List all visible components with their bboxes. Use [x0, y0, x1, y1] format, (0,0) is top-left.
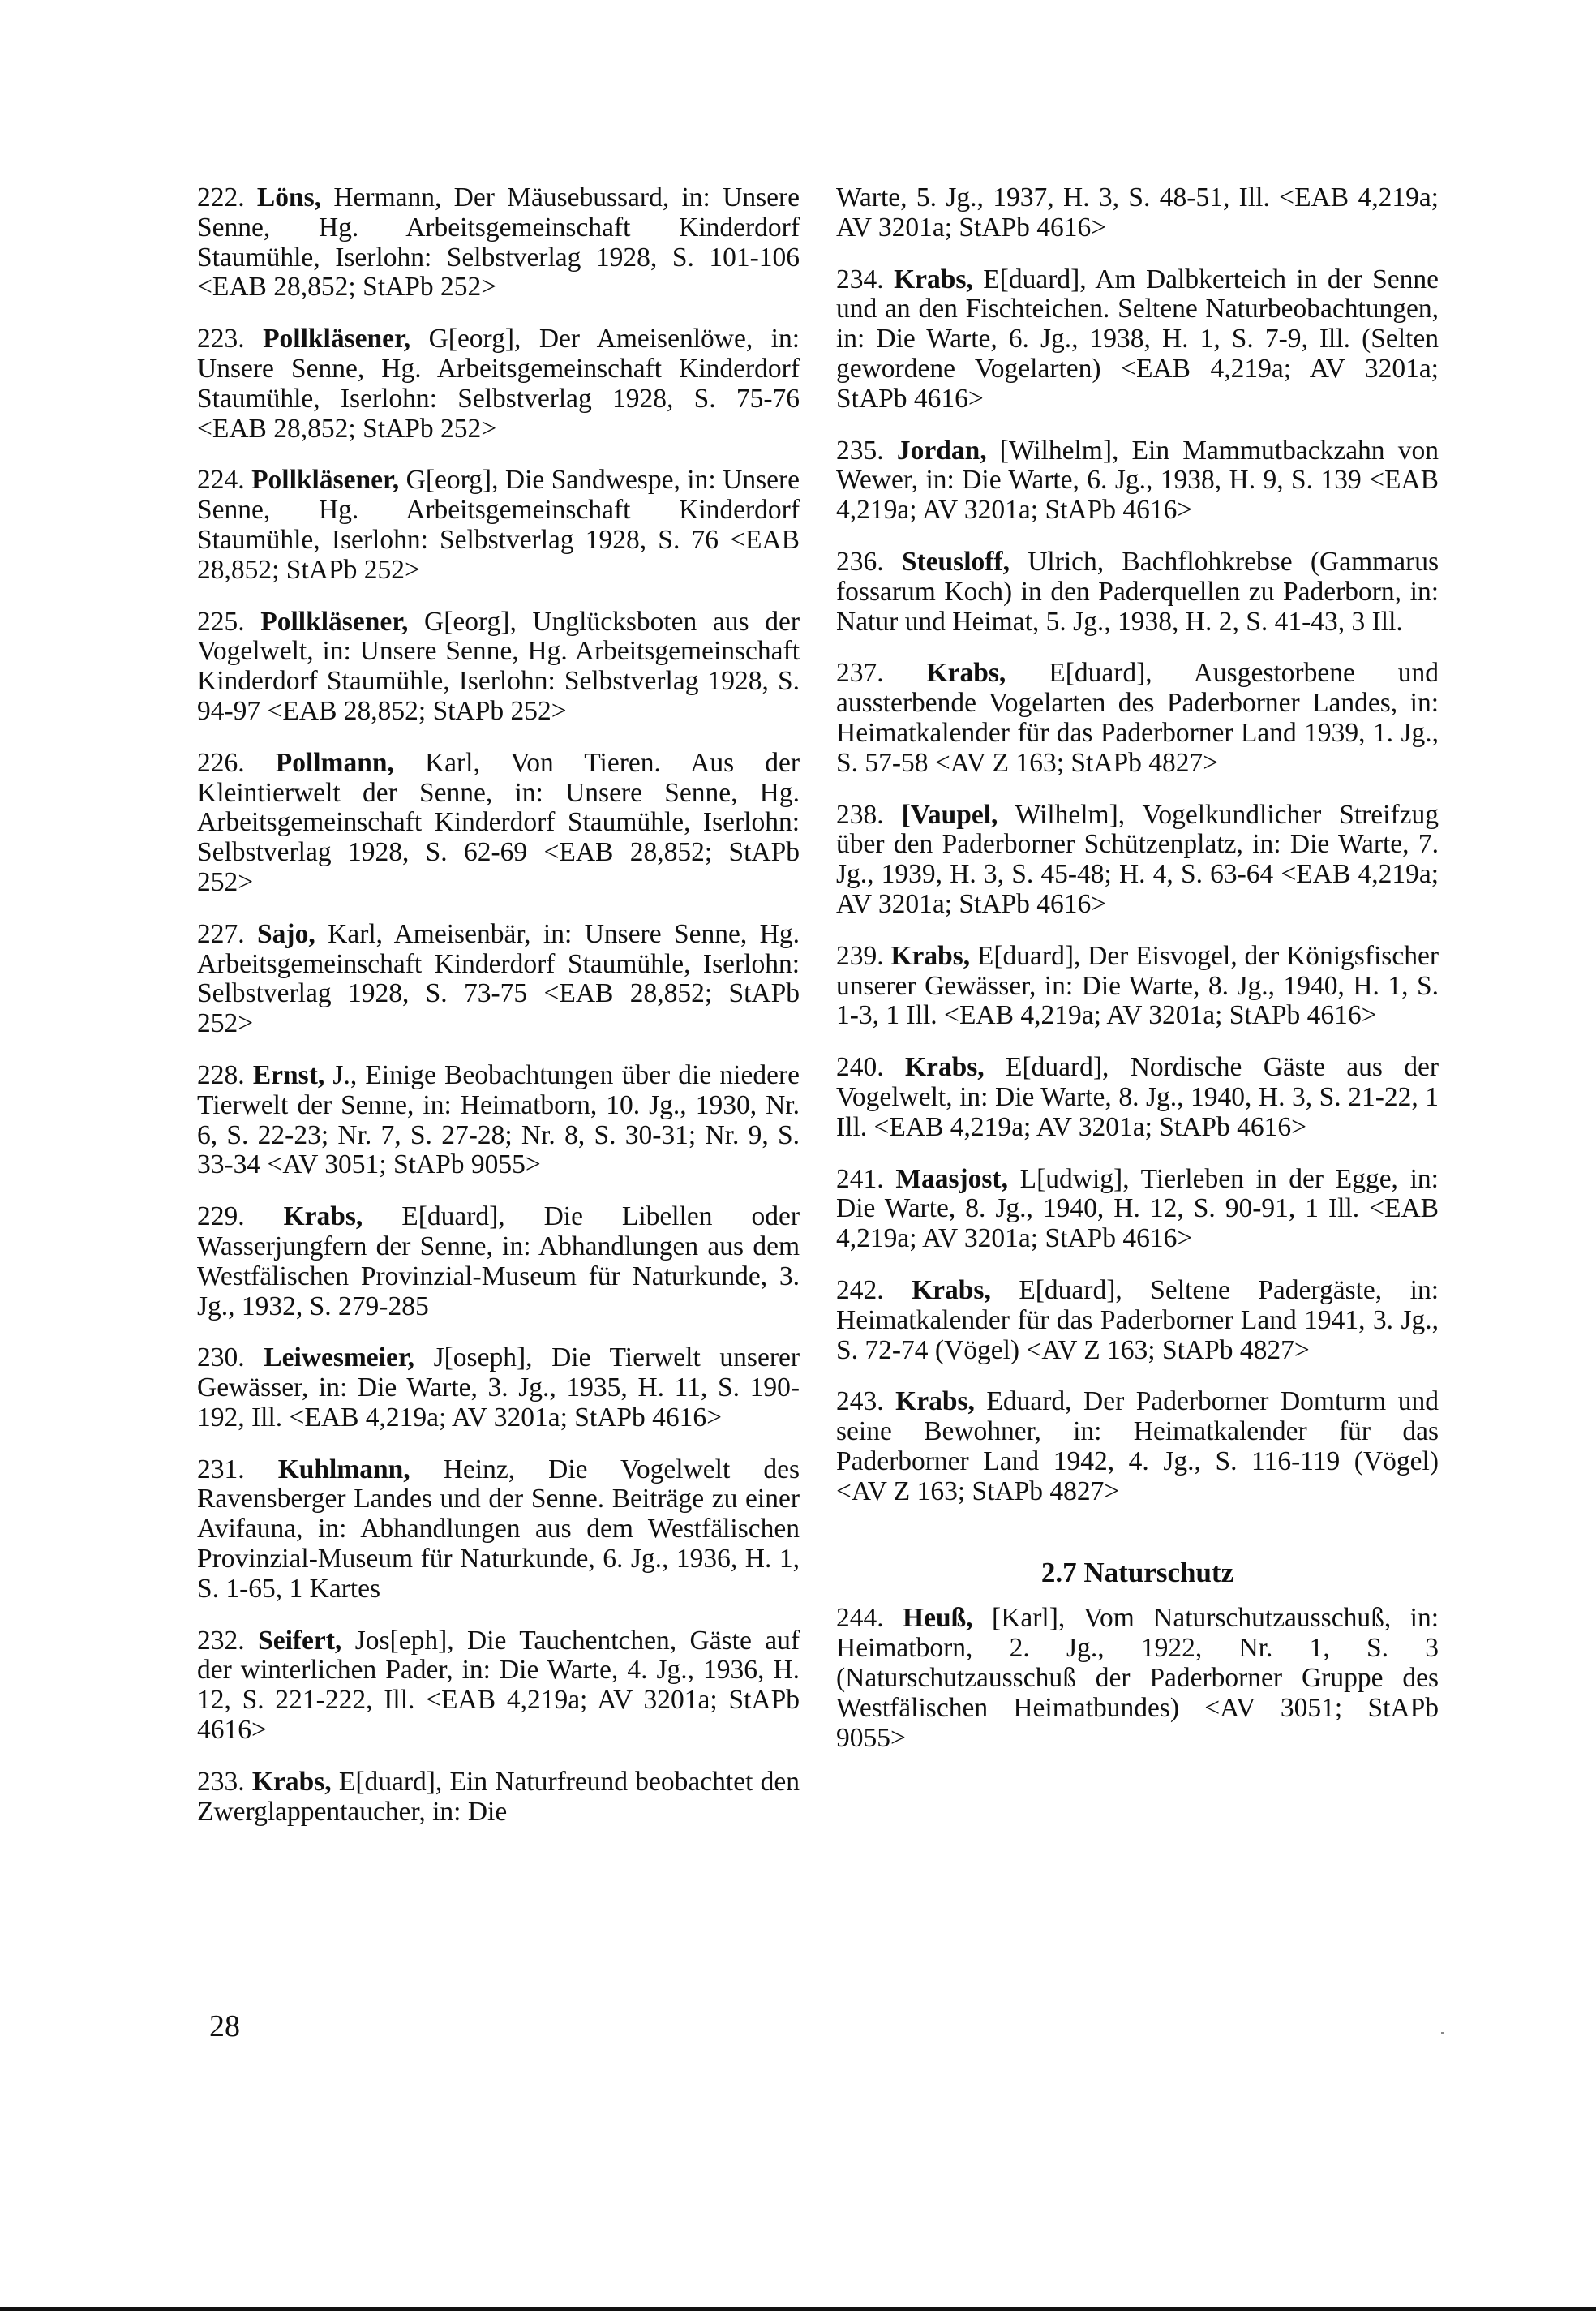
entry-author: Heuß,: [903, 1603, 973, 1634]
entry-number: 224.: [197, 465, 245, 496]
right-entries: [836, 265, 1439, 1507]
right-column: [836, 183, 1439, 1775]
bibliography-entry: [197, 324, 800, 444]
bibliography-entry: [836, 265, 1439, 415]
bibliography-entry-continuation: Warte, 5. Jg., 1937, H. 3, S. 48-51, Ill. <EAB 4,219a; AV 3201a; StAPb 4616>: [836, 183, 1439, 243]
entry-number: 241.: [836, 1163, 884, 1194]
entry-number: 236.: [836, 546, 884, 577]
entry-author: Krabs,: [251, 1766, 332, 1797]
entry-author: Maasjost,: [895, 1163, 1008, 1194]
entry-text: G[eorg], Unglücksboten aus der Vogelwelt, in: Unsere Senne, Hg. Arbeitsgemeinschaft Kinderdorf Staumühle, Iserlohn: Selbstverlag 1928, S. 94-97 <EAB 28,852; StAPb 252>: [197, 606, 800, 726]
bibliography-entry: [836, 436, 1439, 526]
entry-author: Krabs,: [895, 1386, 975, 1417]
entry-author: Steusloff,: [901, 546, 1010, 577]
entry-text: Ulrich, Bachflohkrebse (Gammarus fossarum Koch) in den Paderquellen zu Paderborn, in: Natur und Heimat, 5. Jg., 1938, H. 2, S. 41-43, 3 Ill.: [836, 546, 1439, 637]
entry-author: Pollkläsener,: [263, 324, 411, 354]
entry-author: Pollmann,: [275, 747, 394, 778]
entry-text: E[duard], Seltene Padergäste, in: Heimatkalender für das Paderborner Land 1941, 3. Jg., S. 72-74 (Vögel) <AV Z 163; StAPb 4827>: [836, 1274, 1439, 1365]
entry-text: Eduard, Der Paderborner Domturm und seine Bewohner, in: Heimatkalender für das Paderborner Land 1942, 4. Jg., S. 116-119 (Vögel) <AV Z 163; StAPb 4827>: [836, 1386, 1439, 1506]
entry-number: 235.: [836, 435, 884, 466]
entry-number: 232.: [197, 1625, 245, 1656]
entry-author: Leiwesmeier,: [264, 1342, 414, 1373]
bibliography-entry: [836, 1604, 1439, 1753]
entry-author: Krabs,: [894, 264, 973, 294]
entry-text: [Karl], Vom Naturschutzausschuß, in: Heimatborn, 2. Jg., 1922, Nr. 1, S. 3 (Naturschutzausschuß der Paderborner Gruppe des Westfälischen Heimatbundes) <AV 3051; StAPb 9055>: [836, 1603, 1439, 1753]
bibliography-entry: [197, 1626, 800, 1746]
entry-number: 227.: [197, 918, 245, 949]
entry-number: 228.: [197, 1059, 245, 1090]
entry-text: Wilhelm], Vogelkundlicher Streifzug über den Paderborner Schützenplatz, in: Die Warte, 7. Jg., 1939, H. 3, S. 45-48; H. 4, S. 63-64 <EAB 4,219a; AV 3201a; StAPb 4616>: [836, 799, 1439, 919]
entry-number: 231.: [197, 1454, 245, 1484]
entry-author: Jordan,: [896, 435, 987, 466]
entry-text: [Wilhelm], Ein Mammutbackzahn von Wewer, in: Die Warte, 6. Jg., 1938, H. 9, S. 139 <EAB 4,219a; AV 3201a; StAPb 4616>: [836, 435, 1439, 526]
bibliography-entry: [836, 548, 1439, 637]
entry-text: E[duard], Ein Naturfreund beobachtet den Zwerglappentaucher, in: Die: [197, 1766, 800, 1827]
entry-text: J[oseph], Die Tierwelt unserer Gewässer, in: Die Warte, 3. Jg., 1935, H. 11, S. 190-192, Ill. <EAB 4,219a; AV 3201a; StAPb 4616>: [197, 1342, 800, 1433]
bibliography-entry: [197, 183, 800, 303]
entry-text: G[eorg], Die Sandwespe, in: Unsere Senne, Hg. Arbeitsgemeinschaft Kinderdorf Staumühle, Iserlohn: Selbstverlag 1928, S. 76 <EAB 28,852; StAPb 252>: [197, 465, 800, 585]
entry-author: Ernst,: [252, 1059, 325, 1090]
entry-number: 222.: [197, 183, 245, 213]
bottom-rule: [0, 2307, 1596, 2311]
section-heading: 2.7 Naturschutz: [1040, 1557, 1234, 1589]
bibliography-entry: [197, 1061, 800, 1180]
bibliography-entry: [197, 1768, 800, 1828]
right-entries-after-heading: [836, 1604, 1439, 1753]
entry-author: Löns,: [256, 183, 322, 213]
entry-author: Krabs,: [926, 658, 1006, 689]
bibliography-entry: [197, 1343, 800, 1433]
entry-author: Pollkläsener,: [251, 465, 400, 496]
entry-author: Sajo,: [257, 918, 315, 949]
entry-number: 229.: [197, 1201, 245, 1232]
entry-number: 242.: [836, 1274, 884, 1305]
entry-author: [Vaupel,: [901, 799, 998, 830]
entry-author: Kuhlmann,: [277, 1454, 410, 1484]
entry-number: 233.: [197, 1766, 245, 1797]
entry-number: 239.: [836, 940, 884, 971]
bibliography-entry: [836, 1276, 1439, 1365]
entry-text: G[eorg], Der Ameisenlöwe, in: Unsere Senne, Hg. Arbeitsgemeinschaft Kinderdorf Staumühle, Iserlohn: Selbstverlag 1928, S. 75-76 <EAB 28,852; StAPb 252>: [197, 324, 800, 444]
entry-number: 243.: [836, 1386, 884, 1417]
bibliography-entry: [197, 608, 800, 727]
page-number: 28: [209, 2009, 240, 2043]
entry-text: Karl, Ameisenbär, in: Unsere Senne, Hg. Arbeitsgemeinschaft Kinderdorf Staumühle, Iserlohn: Selbstverlag 1928, S. 73-75 <EAB 28,852; StAPb 252>: [197, 918, 800, 1039]
left-column: [197, 183, 800, 1849]
entry-number: 230.: [197, 1342, 245, 1373]
entry-number: 238.: [836, 799, 884, 830]
bibliography-entry: [836, 942, 1439, 1031]
bibliography-entry: [836, 801, 1439, 920]
entry-number: 234.: [836, 264, 884, 294]
bibliography-entry: [836, 1165, 1439, 1254]
entry-text: E[duard], Ausgestorbene und aussterbende Vogelarten des Paderborner Landes, in: Heimatkalender für das Paderborner Land 1939, 1. Jg., S. 57-58 <AV Z 163; StAPb 4827>: [836, 658, 1439, 778]
entry-text: E[duard], Der Eisvogel, der Königsfischer unserer Gewässer, in: Die Warte, 8. Jg., 1940, H. 1, S. 1-3, 1 Ill. <EAB 4,219a; AV 3201a; StAPb 4616>: [836, 940, 1439, 1031]
entry-author: Krabs,: [890, 940, 971, 971]
entry-number: 240.: [836, 1052, 884, 1083]
entry-text: E[duard], Am Dalbkerteich in der Senne und an den Fischteichen. Seltene Naturbeobachtungen, in: Die Warte, 6. Jg., 1938, H. 1, S. 7-9, Ill. (Selten gewordene Vogelarten) <EAB 4,219a; AV 3201a; StAPb 4616>: [836, 264, 1439, 414]
entry-number: 244.: [836, 1603, 884, 1634]
entry-text: L[udwig], Tierleben in der Egge, in: Die Warte, 8. Jg., 1940, H. 12, S. 90-91, 1 Ill. <EAB 4,219a; AV 3201a; StAPb 4616>: [836, 1163, 1439, 1254]
entry-text: Jos[eph], Die Tauchentchen, Gäste auf der winterlichen Pader, in: Die Warte, 4. Jg., 1936, H. 12, S. 221-222, Ill. <EAB 4,219a; AV 3201a; StAPb 4616>: [197, 1625, 800, 1746]
bibliography-entry: [836, 659, 1439, 778]
entry-author: Krabs,: [904, 1052, 985, 1083]
entry-number: 226.: [197, 747, 245, 778]
entry-text: E[duard], Nordische Gäste aus der Vogelwelt, in: Die Warte, 8. Jg., 1940, H. 3, S. 21-22, 1 Ill. <EAB 4,219a; AV 3201a; StAPb 4616>: [836, 1052, 1439, 1142]
bibliography-entry: [197, 1202, 800, 1321]
entry-text: Hermann, Der Mäusebussard, in: Unsere Senne, Hg. Arbeitsgemeinschaft Kinderdorf Staumühle, Iserlohn: Selbstverlag 1928, S. 101-106 <EAB 28,852; StAPb 252>: [197, 183, 800, 303]
bibliography-entry: [197, 466, 800, 585]
bibliography-entry: [836, 1387, 1439, 1506]
entry-number: 223.: [197, 324, 245, 354]
entry-author: Pollkläsener,: [260, 606, 409, 637]
entry-text: Karl, Von Tieren. Aus der Kleintierwelt der Senne, in: Unsere Senne, Hg. Arbeitsgemeinschaft Kinderdorf Staumühle, Iserlohn: Selbstverlag 1928, S. 62-69 <EAB 28,852; StAPb 252>: [197, 747, 800, 897]
entry-author: Krabs,: [912, 1274, 991, 1305]
entry-number: 237.: [836, 658, 884, 689]
bibliography-entry: [836, 1053, 1439, 1142]
bibliography-entry: [197, 920, 800, 1039]
bibliography-entry: [197, 749, 800, 898]
margin-mark: [1441, 2032, 1444, 2034]
entry-author: Seifert,: [258, 1625, 342, 1656]
entry-text: J., Einige Beobachtungen über die niedere Tierwelt der Senne, in: Heimatborn, 10. Jg., 1930, Nr. 6, S. 22-23; Nr. 7, S. 27-28; Nr. 8, S. 30-31; Nr. 9, S. 33-34 <AV 3051; StAPb 9055>: [197, 1059, 800, 1180]
entry-author: Krabs,: [283, 1201, 363, 1232]
entry-number: 225.: [197, 606, 245, 637]
entry-text: Heinz, Die Vogelwelt des Ravensberger Landes und der Senne. Beiträge zu einer Avifauna, in: Abhandlungen aus dem Westfälischen Provinzial-Museum für Naturkunde, 6. Jg., 1936, H. 1, S. 1-65, 1 Kartes: [197, 1454, 800, 1604]
bibliography-entry: [197, 1455, 800, 1604]
entry-text: E[duard], Die Libellen oder Wasserjungfern der Senne, in: Abhandlungen aus dem Westfälischen Provinzial-Museum für Naturkunde, 3. Jg., 1932, S. 279-285: [197, 1201, 800, 1321]
